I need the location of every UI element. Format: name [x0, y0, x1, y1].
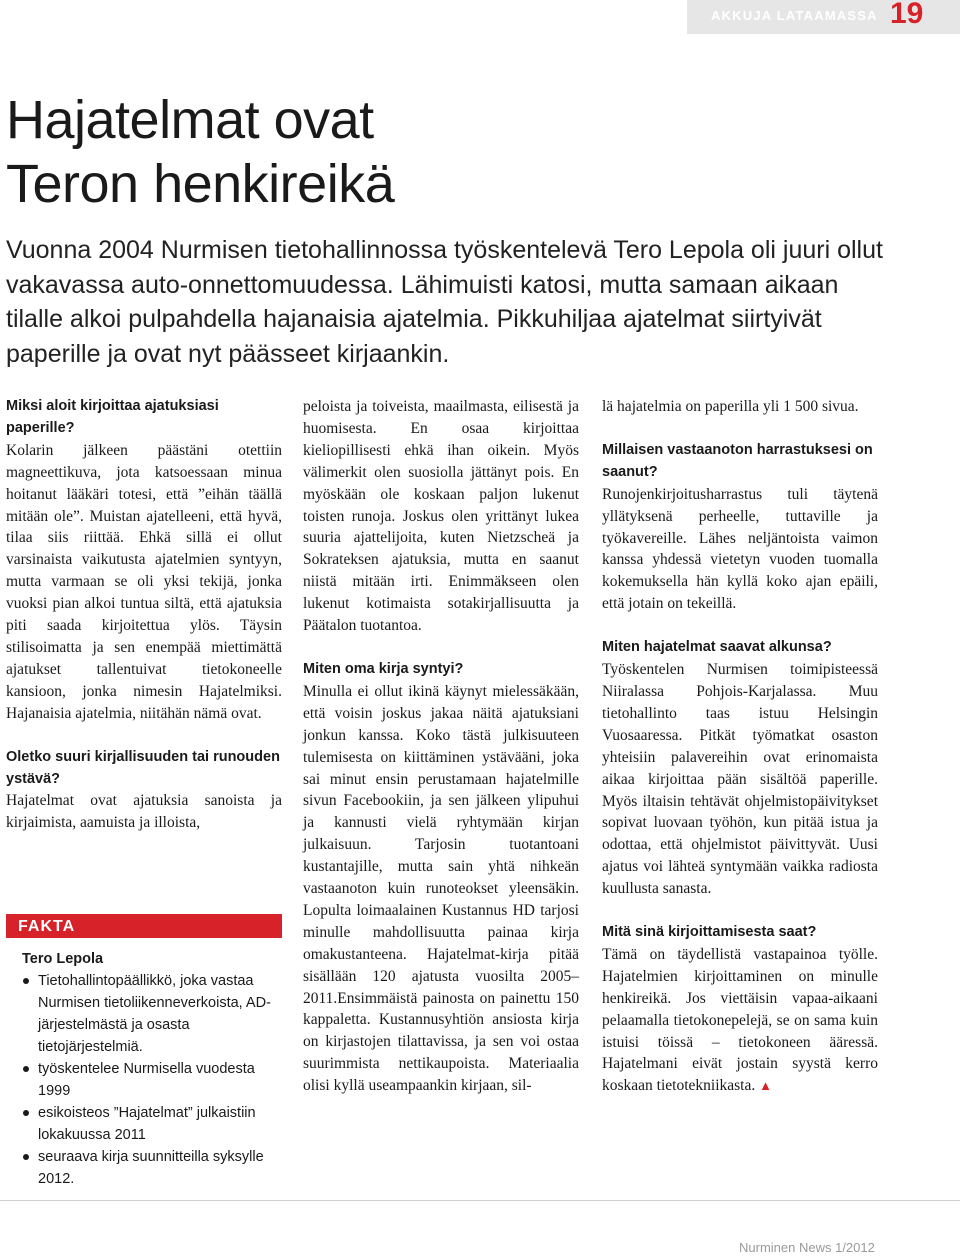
column-2 — [303, 396, 579, 1097]
answer-1: Kolarin jälkeen päästäni otettiin magneettikuva, jota katsoessaan minua hoitanut lääkäri totesi, että ”eihän täällä mitään ole”. Muistan ajatelleeni, että hyvä, tilaa siis riittää. Ehkä sillä ei ollut varsinaista vaikutusta ajatelmien syntyyn, mutta varmaan se oli yksi tekijä, jonka vuoksi pian alkoi tuntua siltä, että ajatuksia piti saada kirjoitettua ylös. Täysin stilisoimatta ja sen enempää miettimättä ajatukset tallentuivat tietokoneelle kansioon, jonka nimesin Hajatelmiksi. Hajanaisia ajatelmia, niitähän nämä ovat. — [6, 441, 282, 722]
question-1: Miksi aloit kirjoittaa ajatuksiasi paperille? — [6, 398, 219, 436]
fakta-list-item: Tietohallintopäällikkö, joka vastaa Nurmisen tietoliikenneverkoista, AD-järjestelmästä ja osasta tietojärjestelmiä. — [22, 970, 282, 1058]
fakta-person-name: Tero Lepola — [22, 951, 104, 967]
fakta-list-item: seuraava kirja suunnitteilla syksylle 2012. — [22, 1146, 282, 1190]
column-3 — [602, 396, 878, 1097]
answer-5: Työskentelen Nurmisen toimipisteessä Niiralassa Pohjois-Karjalassa. Muu tietohallinto taas istuu Helsingin Vuosaaressa. Pitkät työmatkat osaston yhteisiin palavereihin ovat erinomaista aikaa kirjoittaa pään sisältöä paperille. Myös iltaisin tehtävät ohjelmistopäivitykset sopivat luovaan työhön, kun pitää istua ja odottaa, että ohjelmistot päivittyvät. Uusi ajatus voi lähteä syntymään vaikka radiosta kuullusta sanasta. — [602, 661, 878, 898]
fakta-box — [6, 914, 282, 1190]
end-mark-triangle-icon: ▲ — [759, 1078, 772, 1094]
article-title — [6, 88, 394, 216]
answer-6-text: Tämä on täydellistä vastapainoa työlle. Hajatelmien kirjoittaminen on minulle henkireikä. Jos viettäisin vapaa-aikaani pelaamalla tietokonepelejä, se on sama kuin istuisi töissä – tietokoneen ääressä. Hajatelmani eivät jostain syystä kerro koskaan tietotekniikasta. — [602, 945, 878, 1095]
title-line-1: Hajatelmat ovat — [6, 90, 374, 150]
question-4: Millaisen vastaanoton harrastuksesi on saanut? — [602, 441, 873, 480]
fakta-list — [6, 970, 282, 1190]
answer-4: Runojenkirjoitusharrastus tuli täytenä yllätyksenä perheelle, tuttaville ja työkavereille. Lähes neljäntoista vaimon kanssa yhdessä vietetyn vuoden tuomalla kokemuksella hän kyllä koko ajan epäili, että jotain on tekeillä. — [602, 485, 878, 613]
question-3: Miten oma kirja syntyi? — [303, 660, 464, 677]
column-1 — [6, 396, 282, 834]
fakta-list-item: työskentelee Nurmisella vuodesta 1999 — [22, 1058, 282, 1102]
answer-2-continued: peloista ja toiveista, maailmasta, eilisestä ja huomisesta. En osaa kirjoittaa kieliopillisesti ehkä ihan oikein. Myös välimerkit olen suosiolla jättänyt pois. En myöskään ole koskaan paljon lukenut toisten runoja. Joskus olen yrittänyt lukea suuria ajattelijoita, kuten Nietzscheä ja Sokrateksen ajatuksia, mutta en saanut niistä mitään irti. Enimmäkseen olen lukenut kotimaista sotakirjallisuutta ja Päätalon tuotantoa. — [303, 398, 579, 635]
fakta-list-item: esikoisteos ”Hajatelmat” julkaistiin lokakuussa 2011 — [22, 1102, 282, 1146]
fakta-heading: FAKTA — [6, 914, 282, 938]
question-2: Oletko suuri kirjallisuuden tai runouden ystävä? — [6, 748, 280, 787]
question-5: Miten hajatelmat saavat alkunsa? — [602, 639, 832, 656]
answer-6 — [602, 944, 878, 1097]
question-6: Mitä sinä kirjoittamisesta saat? — [602, 924, 817, 941]
answer-3: Minulla ei ollut ikinä käynyt mielessäkään, että voisin joskus jakaa näitä ajatuksiani jonkun kanssa. Koko tästä julkisuuteen tulemisesta on kiittäminen ystävääni, joka sai minut ensin perustamaan hajatelmille sivun Facebookiin, ja sen jälkeen ylipuhui ja kannusti vielä ryhtymään kirjan julkaisuun. Tarjosin tuotantoani kustantajille, mutta sain yhtä nihkeän vastaanoton kuin runoteokset yleensäkin. Lopulta loimaalainen Kustannus HD tarjosi minulle mahdollisuutta painaa kirja omakustanteena. Hajatelmat-kirja pitää sisällään 120 ajatusta vuosilta 2005–2011.Ensimmäistä painosta on painettu 150 kappaletta. Kustannusyhtiön ansiosta kirja on kirjastojen tilattavissa, ja sen voi ostaa suurimmista nettikaupoista. Materiaalia olisi kyllä useampaankin kirjaan, sil- — [303, 682, 579, 1095]
answer-2: Hajatelmat ovat ajatuksia sanoista ja kirjaimista, aamuista ja illoista, — [6, 792, 282, 832]
page-number: 19 — [890, 0, 924, 30]
footer-publication: Nurminen News 1/2012 — [739, 1240, 875, 1255]
article-lead: Vuonna 2004 Nurmisen tietohallinnossa työskentelevä Tero Lepola oli juuri ollut vakavassa auto-onnettomuudessa. Lähimuisti katosi, mutta samaan aikaan tilalle alkoi pulpahdella hajanaisia ajatelmia. Pikkuhiljaa ajatelmat siirtyivät paperille ja ovat nyt päässeet kirjaankin. — [6, 236, 883, 368]
title-line-2: Teron henkireikä — [6, 154, 395, 214]
section-label: AKKUJA LATAAMASSA — [711, 8, 878, 23]
footer-rule — [0, 1200, 960, 1201]
answer-3-continued: lä hajatelmia on paperilla yli 1 500 sivua. — [602, 398, 859, 415]
